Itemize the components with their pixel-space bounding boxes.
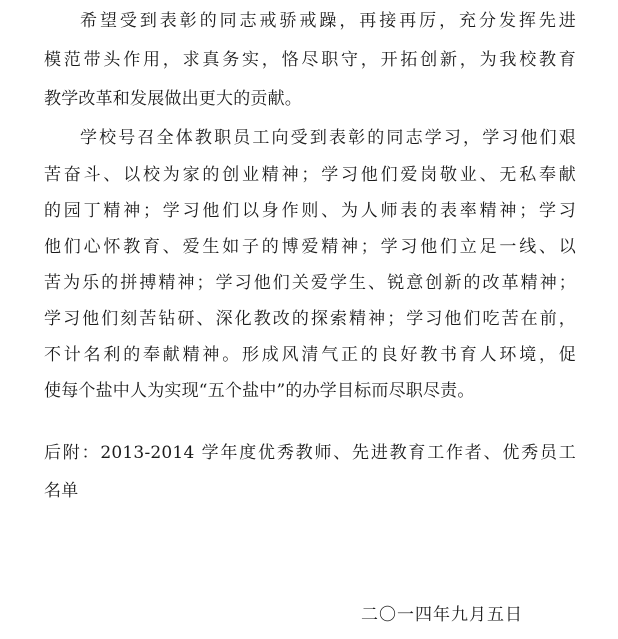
paragraph-2-line-1: 学校号召全体教职员工向受到表彰的同志学习，学习他们艰	[80, 128, 576, 148]
paragraph-2-line-5: 苦为乐的拼搏精神；学习他们关爱学生、锐意创新的改革精神；	[44, 273, 576, 293]
paragraph-2-line-8: 使每个盐中人为实现“五个盐中”的办学目标而尽职尽责。	[44, 381, 475, 401]
paragraph-1-line-1: 希望受到表彰的同志戒骄戒躁，再接再厉，充分发挥先进	[80, 11, 576, 31]
paragraph-2-line-4: 他们心怀教育、爱生如子的博爱精神；学习他们立足一线、以	[44, 237, 576, 257]
attachment-line-1: 后附：2013-2014 学年度优秀教师、先进教育工作者、优秀员工	[44, 443, 576, 463]
paragraph-1-line-2: 模范带头作用，求真务实，恪尽职守，开拓创新，为我校教育	[44, 50, 576, 70]
paragraph-2-line-6: 学习他们刻苦钻研、深化教改的探索精神；学习他们吃苦在前，	[44, 309, 576, 329]
paragraph-1-line-3: 教学改革和发展做出更大的贡献。	[44, 89, 302, 109]
paragraph-2-line-3: 的园丁精神；学习他们以身作则、为人师表的表率精神；学习	[44, 201, 576, 221]
paragraph-2-line-7: 不计名利的奉献精神。形成风清气正的良好教书育人环境，促	[44, 345, 576, 365]
attachment-line-2: 名单	[44, 481, 79, 501]
document-date: 二〇一四年九月五日	[361, 605, 523, 625]
paragraph-2-line-2: 苦奋斗、以校为家的创业精神；学习他们爱岗敬业、无私奉献	[44, 165, 576, 185]
